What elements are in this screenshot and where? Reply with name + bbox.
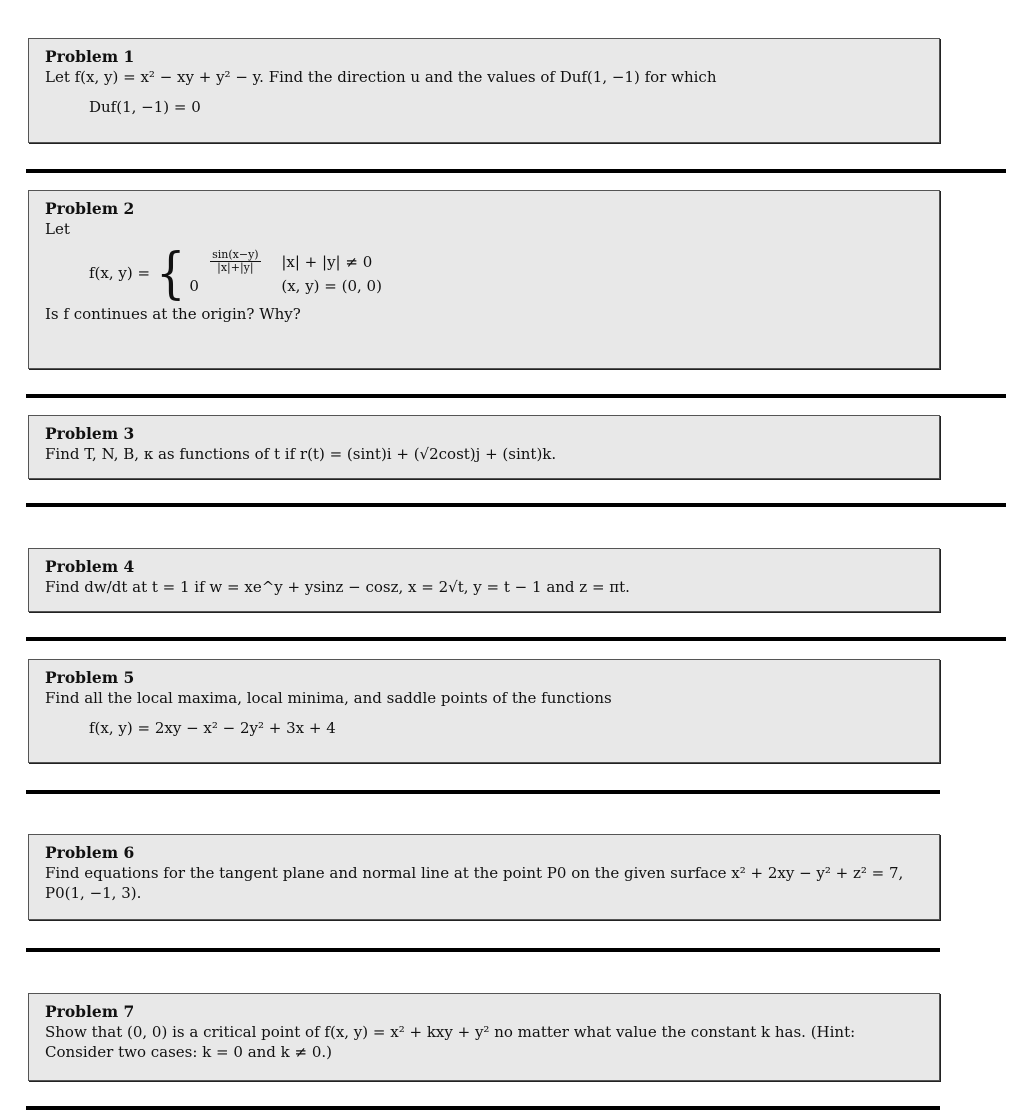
problem-title: Problem 5	[45, 668, 135, 687]
problem-title: Problem 6	[45, 843, 135, 862]
problem-3-box	[28, 415, 940, 479]
problem-title: Problem 4	[45, 557, 135, 576]
problem-statement: Show that (0, 0) is a critical point of f(x, y) = x² + kxy + y² no matter what value the constant k has. (Hint: Consider two cases: k = 0 and k ≠ 0.)	[45, 1023, 856, 1061]
section-divider	[26, 1106, 940, 1110]
problem-1-box	[28, 38, 940, 143]
problem-question: Is f continues at the origin? Why?	[45, 305, 301, 323]
case2-value: 0	[189, 277, 199, 295]
section-divider	[26, 169, 1006, 173]
problem-4-box	[28, 548, 940, 612]
section-divider	[26, 394, 1006, 398]
problem-statement: Find dw/dt at t = 1 if w = xe^y + ysinz − cosz, x = 2√t, y = t − 1 and z = πt.	[45, 578, 630, 596]
problem-7-box	[28, 993, 940, 1081]
case1-fraction	[189, 249, 281, 274]
case2-condition: (x, y) = (0, 0)	[281, 277, 382, 295]
problem-title: Problem 3	[45, 424, 135, 443]
piecewise-lhs: f(x, y) =	[89, 263, 151, 282]
section-divider	[26, 790, 940, 794]
piecewise-definition	[89, 240, 923, 305]
problem-intro: Let	[45, 220, 70, 238]
section-divider	[26, 948, 940, 952]
problem-statement: Find T, N, B, κ as functions of t if r(t) = (sint)i + (√2cost)j + (sint)k.	[45, 445, 557, 463]
left-brace: {	[156, 240, 186, 305]
problem-5-box	[28, 659, 940, 763]
problem-display-equation: f(x, y) = 2xy − x² − 2y² + 3x + 4	[89, 719, 336, 737]
problem-2-box	[28, 190, 940, 369]
problem-title: Problem 2	[45, 199, 135, 218]
problem-statement: Find all the local maxima, local minima, and saddle points of the functions	[45, 689, 612, 707]
problem-display-equation: Duf(1, −1) = 0	[89, 98, 201, 116]
case1-denominator: |x|+|y|	[217, 261, 254, 274]
problem-6-box	[28, 834, 940, 920]
case1-numerator: sin(x−y)	[212, 248, 259, 261]
problem-title: Problem 7	[45, 1002, 135, 1021]
problem-title: Problem 1	[45, 47, 135, 66]
section-divider	[26, 503, 1006, 507]
piecewise-cases	[189, 249, 382, 296]
problem-statement: Let f(x, y) = x² − xy + y² − y. Find the direction u and the values of Duf(1, −1) for which	[45, 68, 717, 86]
section-divider	[26, 637, 1006, 641]
case1-condition: |x| + |y| ≠ 0	[281, 252, 373, 271]
problem-statement: Find equations for the tangent plane and normal line at the point P0 on the given surface x² + 2xy − y² + z² = 7, P0(1, −1, 3).	[45, 864, 904, 902]
